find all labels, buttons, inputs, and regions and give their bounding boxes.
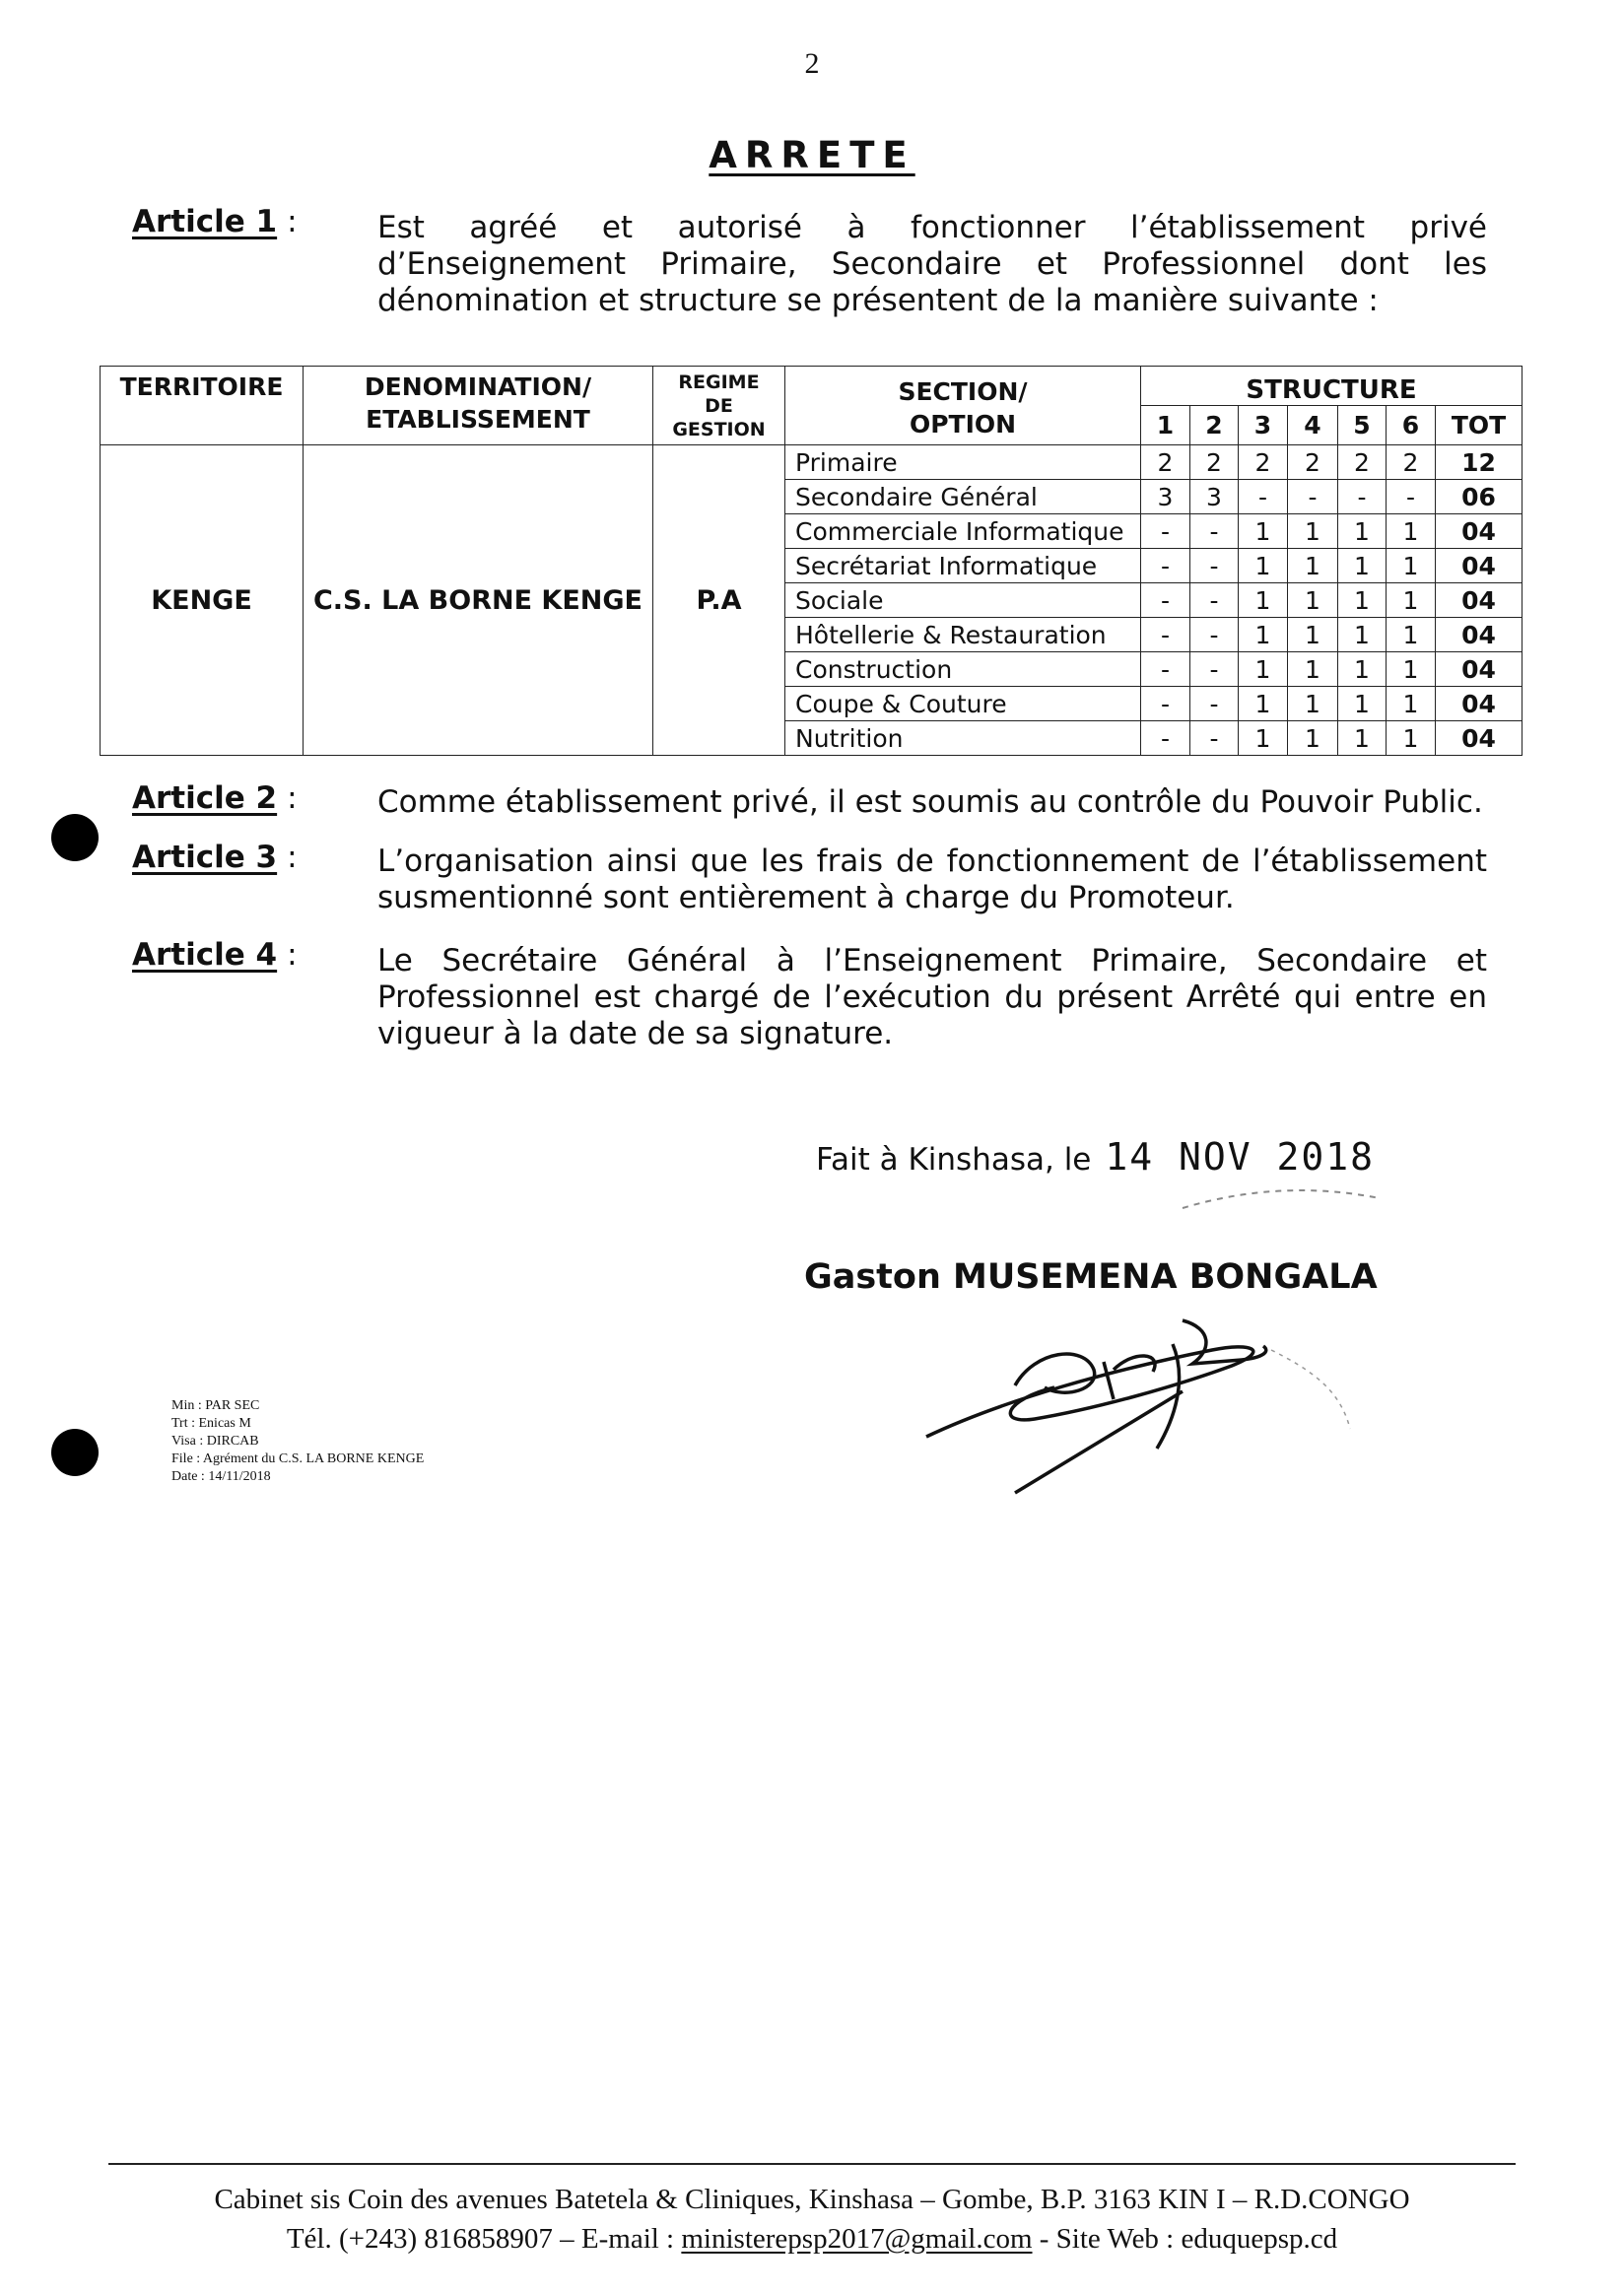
punch-hole-mark — [51, 814, 99, 861]
year-2-cell: - — [1190, 652, 1239, 687]
year-1-cell: - — [1141, 687, 1190, 721]
year-4-cell: 1 — [1288, 721, 1338, 756]
header-section — [785, 367, 1141, 445]
regime-cell: P.A — [653, 445, 785, 756]
article-3-colon: : — [287, 840, 298, 875]
header-year-5: 5 — [1338, 406, 1387, 445]
footer-divider — [108, 2163, 1516, 2165]
option-cell: Commerciale Informatique — [785, 514, 1141, 549]
header-tot: TOT — [1436, 406, 1522, 445]
year-3-cell: 1 — [1239, 652, 1288, 687]
year-1-cell: - — [1141, 652, 1190, 687]
article-2-colon: : — [287, 780, 298, 816]
year-4-cell: 1 — [1288, 618, 1338, 652]
total-cell: 04 — [1436, 618, 1522, 652]
year-6-cell: 1 — [1387, 514, 1436, 549]
header-regime-line-3: GESTION — [672, 419, 766, 440]
year-3-cell: 1 — [1239, 549, 1288, 583]
structure-table — [100, 366, 1522, 756]
header-regime-line-1: REGIME — [678, 371, 760, 393]
year-3-cell: 1 — [1239, 618, 1288, 652]
year-3-cell: - — [1239, 480, 1288, 514]
year-1-cell: - — [1141, 549, 1190, 583]
article-1-label-text: Article 1 — [132, 204, 278, 239]
year-2-cell: 2 — [1190, 445, 1239, 480]
year-3-cell: 1 — [1239, 721, 1288, 756]
denomination-cell: C.S. LA BORNE KENGE — [304, 445, 653, 756]
article-4-text: Le Secrétaire Général à l’Enseignement Primaire, Secondaire et Professionnel est chargé de l’exécution du présent Arrêté qui entre en vigueur à la date de sa signature. — [377, 943, 1487, 1051]
year-6-cell: 1 — [1387, 549, 1436, 583]
option-cell: Coupe & Couture — [785, 687, 1141, 721]
year-4-cell: 2 — [1288, 445, 1338, 480]
year-6-cell: - — [1387, 480, 1436, 514]
file-note-line: File : Agrément du C.S. LA BORNE KENGE — [171, 1451, 425, 1466]
year-5-cell: 1 — [1338, 687, 1387, 721]
year-1-cell: - — [1141, 583, 1190, 618]
article-4-heading — [132, 937, 298, 973]
file-notes — [171, 1397, 424, 1486]
article-1-label — [132, 204, 277, 239]
header-territoire: TERRITOIRE — [101, 367, 304, 445]
year-4-cell: 1 — [1288, 549, 1338, 583]
year-6-cell: 2 — [1387, 445, 1436, 480]
year-3-cell: 1 — [1239, 687, 1288, 721]
year-5-cell: 1 — [1338, 549, 1387, 583]
footer-email-link[interactable]: ministerepsp2017@gmail.com — [681, 2223, 1033, 2255]
year-2-cell: - — [1190, 721, 1239, 756]
year-4-cell: 1 — [1288, 687, 1338, 721]
structure-table-body — [101, 445, 1522, 756]
page-number: 2 — [804, 47, 820, 80]
article-3-text: L’organisation ainsi que les frais de fonctionnement de l’établissement susmentionné sont entièrement à charge du Promoteur. — [377, 843, 1487, 915]
header-section-line-2: OPTION — [909, 409, 1017, 439]
year-1-cell: - — [1141, 618, 1190, 652]
punch-hole-mark — [51, 1429, 99, 1476]
year-1-cell: 3 — [1141, 480, 1190, 514]
year-2-cell: - — [1190, 549, 1239, 583]
header-year-2: 2 — [1190, 406, 1239, 445]
handwritten-signature — [916, 1281, 1389, 1508]
year-2-cell: - — [1190, 583, 1239, 618]
article-4-label-text: Article 4 — [132, 937, 278, 973]
header-regime — [653, 367, 785, 445]
year-5-cell: 1 — [1338, 618, 1387, 652]
footer-tel: Tél. (+243) 816858907 – E-mail : — [286, 2223, 682, 2255]
stamp-dash-marks — [1163, 1169, 1399, 1228]
year-6-cell: 1 — [1387, 583, 1436, 618]
article-3-label — [132, 840, 277, 875]
table-row — [101, 445, 1522, 480]
total-cell: 04 — [1436, 652, 1522, 687]
year-5-cell: 2 — [1338, 445, 1387, 480]
year-2-cell: - — [1190, 618, 1239, 652]
year-3-cell: 1 — [1239, 514, 1288, 549]
year-4-cell: 1 — [1288, 583, 1338, 618]
year-6-cell: 1 — [1387, 652, 1436, 687]
article-3-label-text: Article 3 — [132, 840, 278, 875]
year-1-cell: - — [1141, 721, 1190, 756]
file-note-line: Trt : Enicas M — [171, 1416, 251, 1431]
article-2-label — [132, 780, 277, 816]
header-section-line-1: SECTION/ — [898, 376, 1028, 406]
signer-name: Gaston MUSEMENA BONGALA — [804, 1257, 1378, 1297]
header-year-3: 3 — [1239, 406, 1288, 445]
year-1-cell: 2 — [1141, 445, 1190, 480]
total-cell: 04 — [1436, 721, 1522, 756]
article-2-heading — [132, 780, 298, 816]
year-1-cell: - — [1141, 514, 1190, 549]
option-cell: Primaire — [785, 445, 1141, 480]
total-cell: 12 — [1436, 445, 1522, 480]
document-title-text: ARRETE — [709, 134, 915, 176]
header-year-4: 4 — [1288, 406, 1338, 445]
year-3-cell: 1 — [1239, 583, 1288, 618]
document-title — [0, 134, 1624, 176]
file-note-line: Min : PAR SEC — [171, 1398, 260, 1413]
header-year-6: 6 — [1387, 406, 1436, 445]
territoire-cell: KENGE — [101, 445, 304, 756]
article-1-colon: : — [287, 204, 298, 239]
year-6-cell: 1 — [1387, 687, 1436, 721]
header-structure: STRUCTURE — [1141, 367, 1522, 406]
header-regime-line-2: DE — [705, 395, 733, 417]
year-5-cell: - — [1338, 480, 1387, 514]
option-cell: Secondaire Général — [785, 480, 1141, 514]
footer-contact — [0, 2223, 1624, 2256]
header-year-1: 1 — [1141, 406, 1190, 445]
option-cell: Nutrition — [785, 721, 1141, 756]
year-4-cell: 1 — [1288, 514, 1338, 549]
file-note-line: Date : 14/11/2018 — [171, 1469, 271, 1484]
article-4-label — [132, 937, 277, 973]
year-4-cell: 1 — [1288, 652, 1338, 687]
year-6-cell: 1 — [1387, 721, 1436, 756]
year-2-cell: - — [1190, 687, 1239, 721]
year-2-cell: 3 — [1190, 480, 1239, 514]
total-cell: 04 — [1436, 583, 1522, 618]
footer-address: Cabinet sis Coin des avenues Batetela & Cliniques, Kinshasa – Gombe, B.P. 3163 KIN I – R.D.CONGO — [214, 2184, 1410, 2215]
year-4-cell: - — [1288, 480, 1338, 514]
total-cell: 06 — [1436, 480, 1522, 514]
year-5-cell: 1 — [1338, 652, 1387, 687]
year-6-cell: 1 — [1387, 618, 1436, 652]
year-5-cell: 1 — [1338, 514, 1387, 549]
date-stamp: 14 NOV 2018 — [1105, 1135, 1376, 1179]
place-text: Fait à Kinshasa, le — [816, 1142, 1092, 1178]
article-2-label-text: Article 2 — [132, 780, 278, 816]
option-cell: Hôtellerie & Restauration — [785, 618, 1141, 652]
footer-site: - Site Web : eduquepsp.cd — [1032, 2223, 1338, 2255]
year-5-cell: 1 — [1338, 583, 1387, 618]
article-4-colon: : — [287, 937, 298, 973]
option-cell: Sociale — [785, 583, 1141, 618]
article-1-heading — [132, 204, 298, 239]
option-cell: Construction — [785, 652, 1141, 687]
article-3-heading — [132, 840, 298, 875]
year-5-cell: 1 — [1338, 721, 1387, 756]
total-cell: 04 — [1436, 549, 1522, 583]
year-2-cell: - — [1190, 514, 1239, 549]
total-cell: 04 — [1436, 687, 1522, 721]
article-2-text: Comme établissement privé, il est soumis au contrôle du Pouvoir Public. — [377, 784, 1483, 820]
total-cell: 04 — [1436, 514, 1522, 549]
file-note-line: Visa : DIRCAB — [171, 1434, 259, 1449]
header-denomination: DENOMINATION/ ETABLISSEMENT — [304, 367, 653, 445]
year-3-cell: 2 — [1239, 445, 1288, 480]
option-cell: Secrétariat Informatique — [785, 549, 1141, 583]
article-1-text: Est agréé et autorisé à fonctionner l’établissement privé d’Enseignement Primaire, Secondaire et Professionnel dont les dénomination et structure se présentent de la manière suivante : — [377, 210, 1487, 318]
